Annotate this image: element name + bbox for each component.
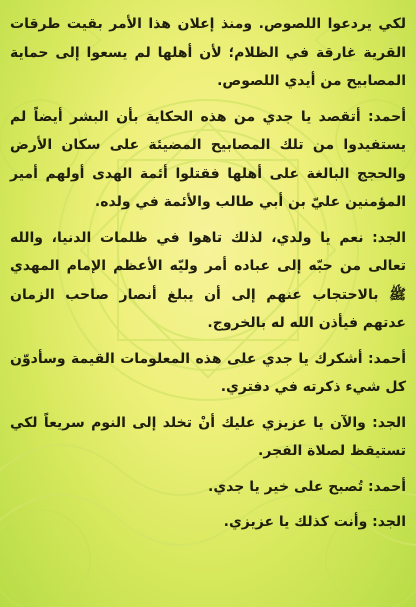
paragraph (10, 224, 406, 338)
speaker-label: الجد: (372, 514, 406, 530)
paragraph (10, 345, 406, 402)
paragraph-text: أشكرك يا جدي على هذه المعلومات القيمة وسأدوّن كل شيء ذكرته في دفتري. (10, 350, 406, 395)
paragraph (10, 10, 406, 96)
paragraph-text: وأنت كذلك يا عزيزي. (223, 514, 373, 530)
paragraph-text: أتقصد يا جدي من هذه الحكاية بأن البشر أيضاً لم يستفيدوا من تلك المصابيح المضيئة على سكان الأرض والحجج البالغة على أهلها فقتلوا أئمة الهدى أولهم أمير المؤمنين عليّ بن أبي طالب والأئمة في ولده. (10, 108, 406, 210)
paragraph-text: نعم يا ولدي، لذلك تاهوا في ظلمات الدنيا، والله تعالى من حبّه إلى عباده أمر وليّه الأعظم الإمام المهدي ﷺ بالاحتجاب عنهم إلى أن يبلغ أنصار صاحب الزمان عدتهم فيأذن الله له بالخروج. (10, 229, 406, 331)
document-page (10, 10, 406, 600)
speaker-label: أحمد: (368, 478, 406, 495)
speaker-label: أحمد: (368, 350, 406, 367)
speaker-label: الجد: (372, 229, 406, 246)
speaker-label: الجد: (372, 414, 406, 431)
paragraph-text: تُصبح على خير يا جدي. (208, 478, 369, 495)
paragraph (10, 473, 406, 502)
paragraph-text: والآن يا عزيزي عليك أنْ تخلد إلى النوم سريعاً لكي تستيقظ لصلاة الفجر. (10, 414, 406, 459)
paragraph (10, 103, 406, 217)
paragraph (10, 508, 406, 537)
paragraph (10, 409, 406, 466)
speaker-label: أحمد: (368, 108, 406, 125)
paragraph-text: لكي يردعوا اللصوص. ومنذ إعلان هذا الأمر بقيت طرقات القرية غارقة في الظلام؛ لأن أهلها لم يسعوا إلى حماية المصابيح من أيدي اللصوص. (10, 16, 406, 89)
